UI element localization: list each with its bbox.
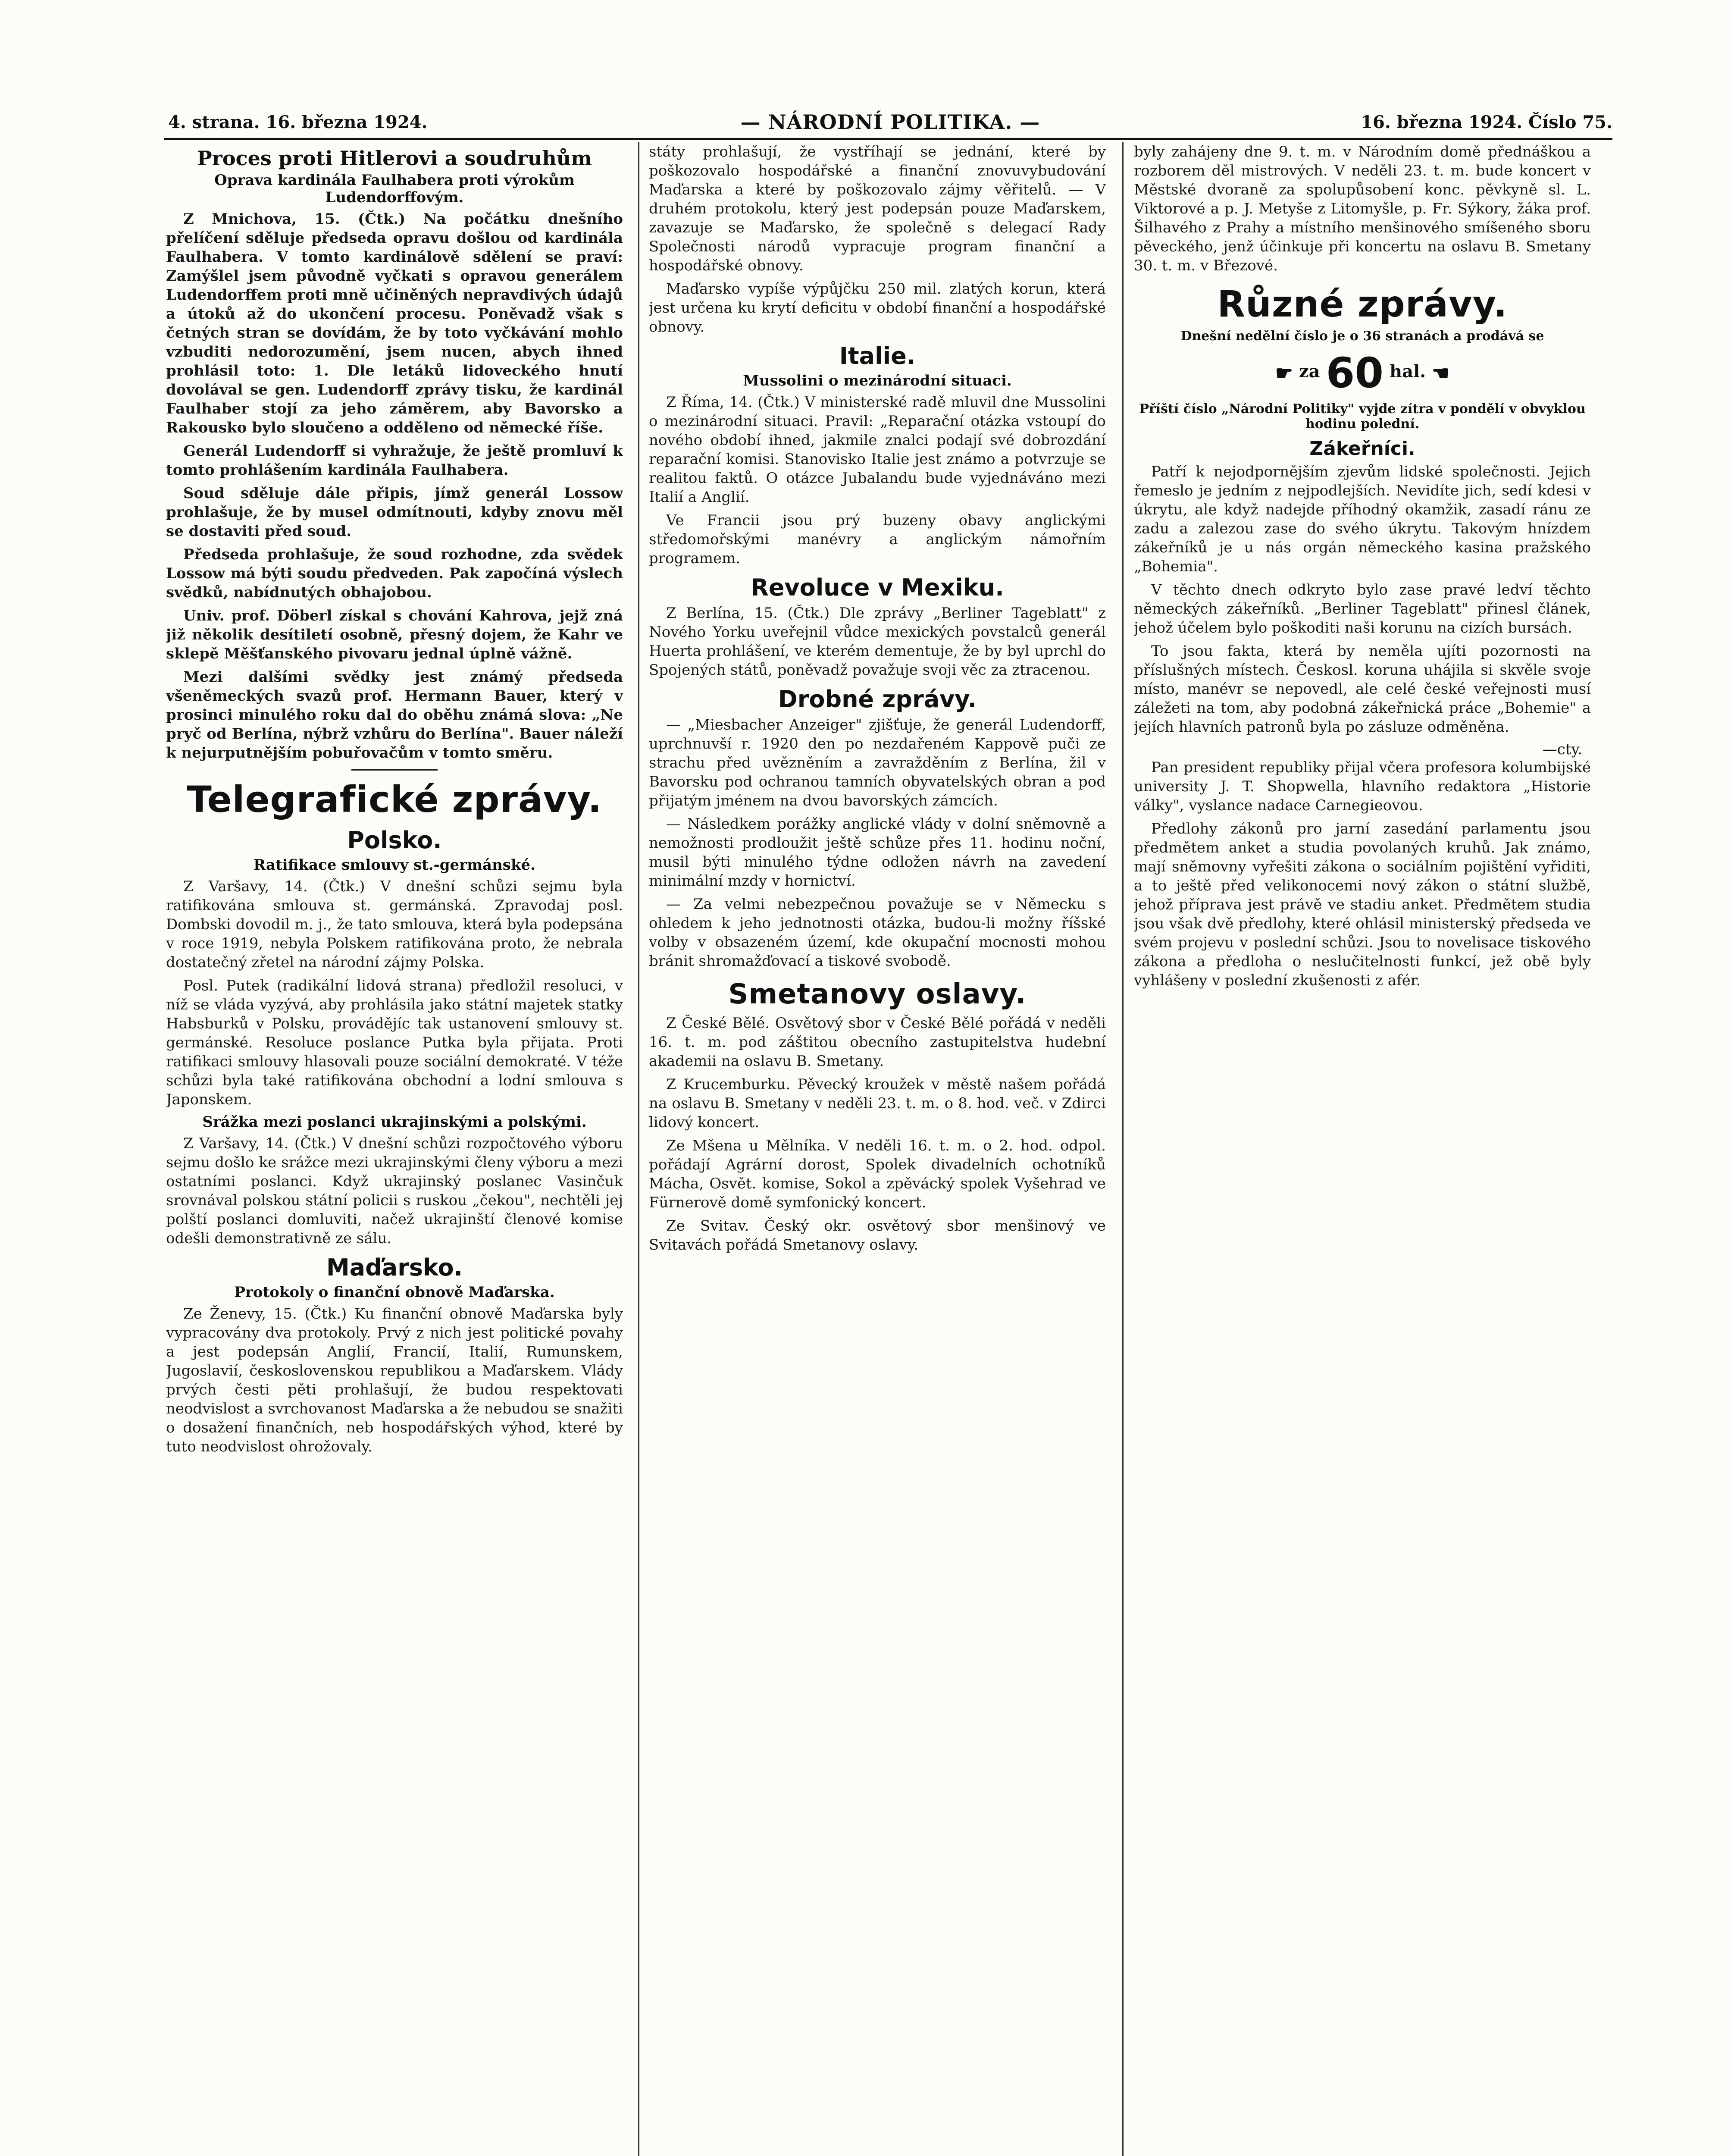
header-issue-number: 16. března 1924. Číslo 75. bbox=[1361, 112, 1612, 132]
article-subtitle: Ratifikace smlouvy st.-germánské. bbox=[254, 856, 535, 874]
separator bbox=[351, 769, 438, 771]
section-title: Revoluce v Mexiku. bbox=[751, 574, 1004, 601]
price-box bbox=[1134, 349, 1591, 397]
article-subtitle: Mussolini o mezinárodní situaci. bbox=[743, 372, 1012, 389]
article-paragraph: Z Říma, 14. (Čtk.) V ministerské radě mluvil dne Mussolini o mezinárodní situaci. Pravil: „Reparační otázka vstoupí do nového období ihned, jakmile znalci podají své dobrozdání reparační komisi. Stanovisko Italie jest známo a potvrzuje se realitou faktů. O otázce Jubalandu bude vyjednáváno mezi Italií a Anglií. bbox=[649, 394, 1106, 506]
price-unit: hal. bbox=[1389, 361, 1426, 382]
article-paragraph: Mezi dalšími svědky jest známý předseda všeněmeckých svazů prof. Hermann Bauer, který v prosinci minulého roku dal do oběhu známá slova: „Ne pryč od Berlína, nýbrž vzhůru do Berlína". Bauer náleží k nejurputnějším pobuřovačům v tomto směru. bbox=[166, 668, 623, 761]
article-paragraph: státy prohlašují, že vystříhají se jednání, které by poškozovalo hospodářské a finanční znovuvybudování Maďarska a které by poškozovalo zájmy věřitelů. — V druhém protokolu, který jest podepsán pouze Maďarskem, zavazuje se Maďarsko, že společně s delegací Rady Společnosti národů vypracuje program finanční a hospodářské obnovy. bbox=[649, 143, 1106, 274]
article-paragraph: V těchto dnech odkryto bylo zase pravé ledví těchto německých zákeřníků. „Berliner Tageblatt" přinesl článek, jehož účelem bylo poškoditi naši korunu na cizích bursách. bbox=[1134, 581, 1591, 636]
column-divider bbox=[638, 142, 639, 2156]
article-paragraph: To jsou fakta, která by neměla ujíti pozornosti na příslušných místech. Českosl. koruna uhájila si skvěle svoje místo, manévr se nepovedl, ale celé české veřejnosti musí záležeti na tom, aby podobná zákeřnická práce „Bohemie" a jejích hlavních patronů byla po zásluze odměněna. bbox=[1134, 642, 1591, 736]
article-paragraph: Z Varšavy, 14. (Čtk.) V dnešní schůzi sejmu byla ratifikována smlouva st. germánská. Zpravodaj posl. Dombski dovodil m. j., že tato smlouva, která byla podepsána v roce 1919, nebyla Polskem ratifikována proto, že nebrala dostatečný zřetel na národní zájmy Polska. bbox=[166, 878, 623, 971]
country-heading: Italie. bbox=[839, 342, 916, 370]
next-issue-note: Příští číslo „Národní Politiky" vyjde zítra v pondělí v obvyklou hodinu polední. bbox=[1139, 401, 1586, 432]
article-title: Zákeřníci. bbox=[1309, 438, 1415, 460]
article-subtitle: Protokoly o finanční obnově Maďarska. bbox=[234, 1284, 555, 1301]
section-title: Telegrafické zprávy. bbox=[187, 778, 602, 821]
article-paragraph: Z Krucemburku. Pěvecký kroužek v městě našem pořádá na oslavu B. Smetany v neděli 23. t. m. o 8. hod. več. v Zdirci lidový koncert. bbox=[649, 1076, 1106, 1131]
article-paragraph: Univ. prof. Döberl získal s chování Kahrova, jejž zná již několik desítiletí osobně, přesný dojem, že Kahr ve sklepě Měšťanského pivovaru jednal úplně vážně. bbox=[166, 607, 623, 662]
article-paragraph: Z České Bělé. Osvětový sbor v České Bělé pořádá v neděli 16. t. m. pod záštitou obecního zastupitelstva hudební akademii na oslavu B. Smetany. bbox=[649, 1015, 1106, 1070]
column-middle bbox=[649, 142, 1106, 2156]
article-paragraph: Generál Ludendorff si vyhražuje, že ještě promluví k tomto prohlášením kardinála Faulhabera. bbox=[166, 442, 623, 479]
section-title: Různé zprávy. bbox=[1217, 283, 1508, 325]
pointing-hand-icon: ☚ bbox=[1432, 361, 1450, 385]
price-prefix: za bbox=[1299, 361, 1320, 382]
price-value: 60 bbox=[1326, 349, 1384, 397]
article-paragraph: Předseda prohlašuje, že soud rozhodne, zda svědek Lossow má býti soudu předveden. Pak započíná výslech svědků, nabídnutých obhajobou. bbox=[166, 546, 623, 601]
masthead-title: — NÁRODNÍ POLITIKA. — bbox=[740, 110, 1040, 134]
article-title: Proces proti Hitlerovi a soudruhům bbox=[197, 147, 592, 170]
section-title: Drobné zprávy. bbox=[778, 686, 977, 713]
article-paragraph: — Za velmi nebezpečnou považuje se v Německu s ohledem k jeho jednotnosti otázka, budou-li možny říšské volby v obsazeném území, kde okupační mocnosti mohou bránit shromažďovací a tiskové svobodě. bbox=[649, 896, 1106, 970]
column-left bbox=[166, 142, 623, 2156]
article-paragraph: Posl. Putek (radikální lidová strana) předložil resoluci, v níž se vláda vyzývá, aby prohlásila jako státní majetek statky Habsburků v Polsku, provádějíc tak ustanovení smlouvy st. germánské. Resoluce poslance Putka byla přijata. Proti ratifikaci smlouvy hlasovali pouze sociální demokraté. V téže schůzi byla také ratifikována obchodní a lodní smlouva s Japonskem. bbox=[166, 977, 623, 1108]
article-subtitle: Srážka mezi poslanci ukrajinskými a polskými. bbox=[202, 1113, 587, 1131]
article-paragraph: Z Mnichova, 15. (Čtk.) Na počátku dnešního přelíčení sděluje předseda opravu došlou od kardinála Faulhabera. V tomto kardinálově sdělení se praví: Zamýšlel jsem původně vyčkati s opravou generálem Ludendorffem proti mně učiněných nepravdivých údajů a útoků až do ukončení procesu. Poněvadž však s četných stran se dovídám, že by toto vyčkávání mohlo vzbuditi nedorozumění, jsem nucen, abych ihned prohlásil toto: 1. Dle letáků lidoveckého hnutí dovolával se gen. Ludendorff zprávy tisku, že kardinál Faulhaber stojí za jeho záměrem, aby Bavorsko a Rakousko bylo sloučeno a odděleno od německé říše. bbox=[166, 210, 623, 436]
article-paragraph: — „Miesbacher Anzeiger" zjišťuje, že generál Ludendorff, uprchnuvší r. 1920 den po nezdařeném Kappově puči ze strachu před uvězněním a zavražděním z Berlína, žil v Bavorsku pod ochranou tamních obyvatelských obran a pod přijatým jménem na dvou bavorských zámcích. bbox=[649, 716, 1106, 809]
article-paragraph: Předlohy zákonů pro jarní zasedání parlamentu jsou předmětem anket a studia povolaných kruhů. Jak známo, mají sněmovny vyřešiti zákona o sociálním pojištění vyřiditi, a to ještě před velikonocemi nový zákon o státní službě, jehož příprava jest právě ve stadiu anket. Předmětem studia jsou však dvě předlohy, které ohlásil ministerský předseda ve svém projevu v poslední schůzi. Jsou to novelisace tiskového zákona a předloha o neslučitelnosti funkcí, jež obě byly vyhlášeny v poslední zkušenosti z afér. bbox=[1134, 820, 1591, 989]
article-paragraph: Ze Ženevy, 15. (Čtk.) Ku finanční obnově Maďarska byly vypracovány dva protokoly. Prvý z nich jest politické povahy a jest podepsán Anglií, Francií, Italií, Rumunskem, Jugoslavií, československou republikou a Maďarskem. Vlády prvých česti pěti prohlašují, že budou respektovati neodvislost a svrchovanost Maďarska a že nebudou se snažiti o dosažení finančních, neb hospodářských výhod, které by tuto neodvislost ohrožovaly. bbox=[166, 1305, 623, 1455]
article-paragraph: Ve Francii jsou prý buzeny obavy anglickými středomořskými manévry a anglickým námořním programem. bbox=[649, 512, 1106, 567]
header-rule bbox=[164, 138, 1612, 140]
column-right bbox=[1134, 142, 1591, 2156]
article-paragraph: byly zahájeny dne 9. t. m. v Národním domě přednáškou a rozborem děl mistrových. V neděli 23. t. m. bude koncert v Městské dvoraně za spolupůsobení konc. pěvkyně sl. L. Viktorové a p. J. Metyše z Litomyšle, p. Fr. Sýkory, žáka prof. Šilhavého z Prahy a místního menšinového smíšeného sboru pěveckého, jenž účinkuje při koncertu na oslavu B. Smetany 30. t. m. v Březové. bbox=[1134, 143, 1591, 274]
article-paragraph: Pan president republiky přijal včera profesora kolumbijské university J. T. Shopwella, hlavního redaktora „Historie války", vyslance nadace Carnegieovou. bbox=[1134, 759, 1591, 814]
pointing-hand-icon: ☛ bbox=[1275, 361, 1293, 385]
article-paragraph: Z Berlína, 15. (Čtk.) Dle zprávy „Berliner Tageblatt" z Nového Yorku uveřejnil vůdce mexických povstalců generál Huerta prohlášení, ve kterém dementuje, že by byl uprchl do Spojených států, poněvadž považuje svoji věc za ztracenou. bbox=[649, 605, 1106, 679]
article-paragraph: Maďarsko vypíše výpůjčku 250 mil. zlatých korun, která jest určena ku krytí deficitu v období finanční a hospodářské obnovy. bbox=[649, 280, 1106, 335]
price-intro: Dnešní nedělní číslo je o 36 stranách a prodává se bbox=[1180, 329, 1544, 344]
section-title: Smetanovy oslavy. bbox=[728, 978, 1027, 1010]
column-divider bbox=[1122, 142, 1124, 2156]
article-paragraph: Z Varšavy, 14. (Čtk.) V dnešní schůzi rozpočtového výboru sejmu došlo ke srážce mezi ukrajinskými členy výboru a mezi ostatními poslanci. Když ukrajinský poslanec Vasinčuk srovnával polskou státní policii s ruskou „čekou", nechtěli jej polští poslanci domluviti, načež ukrajinští členové komise odešli demonstrativně ze sálu. bbox=[166, 1135, 623, 1247]
page-header bbox=[168, 108, 1612, 138]
article-paragraph: Ze Svitav. Český okr. osvětový sbor menšinový ve Svitavách pořádá Smetanovy oslavy. bbox=[649, 1217, 1106, 1253]
author-signature: —cty. bbox=[1542, 741, 1582, 758]
country-heading: Polsko. bbox=[347, 827, 442, 854]
article-paragraph: Soud sděluje dále připis, jímž generál Lossow prohlašuje, že by musel odmítnouti, kdyby znovu měl se dostaviti před soud. bbox=[166, 485, 623, 540]
article-paragraph: Ze Mšena u Mělníka. V neděli 16. t. m. o 2. hod. odpol. pořádají Agrární dorost, Spolek divadelních ochotníků Mácha, Osvět. komise, Sokol a zpěvácký spolek Vyšehrad ve Fürnerově domě symfonický koncert. bbox=[649, 1137, 1106, 1211]
country-heading: Maďarsko. bbox=[326, 1254, 463, 1281]
article-paragraph: — Následkem porážky anglické vlády v dolní sněmovně a nemožnosti prodloužit ještě schůze přes 11. hodinu noční, musil býti minulého týdne odložen návrh na zavedení minimální mzdy v hornictví. bbox=[649, 815, 1106, 890]
header-page-date: 4. strana. 16. března 1924. bbox=[168, 112, 428, 132]
article-paragraph: Patří k nejodpornějším zjevům lidské společnosti. Jejich řemeslo je jedním z nejpodlejších. Nevidíte jich, sedí kdesi v úkrytu, ale když nadejde příhodný okamžik, zasadí ránu ze zadu a zalezou zase do svého úkrytu. Takovým hnízdem zákeřníků je u nás orgán německého kasina pražského „Bohemia". bbox=[1134, 463, 1591, 575]
article-subtitle: Oprava kardinála Faulhabera proti výrokům Ludendorffovým. bbox=[214, 172, 575, 206]
